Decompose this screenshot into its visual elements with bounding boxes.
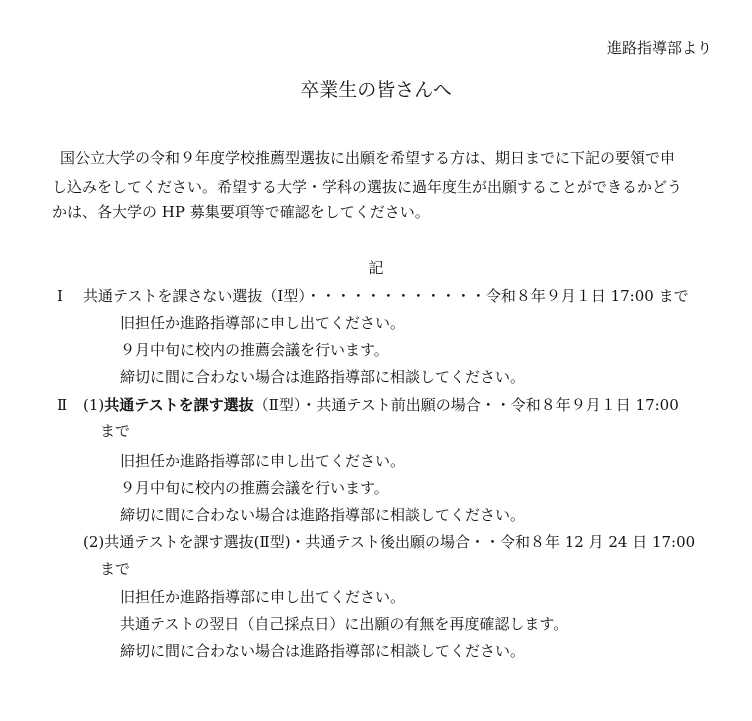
section-2-sub-1-rest: （Ⅱ型）・共通テスト前出願の場合・・令和８年９月１日 17:00 bbox=[253, 396, 679, 414]
section-2-sub-1-note-3: 締切に間に合わない場合は進路指導部に相談してください。 bbox=[120, 506, 526, 524]
ki-heading: 記 bbox=[368, 259, 384, 277]
sender-label: 進路指導部より bbox=[606, 39, 712, 57]
intro-line-2: し込みをしてください。希望する大学・学科の選抜に過年度生が出願することができるかどう bbox=[52, 178, 683, 196]
section-1-note-3: 締切に間に合わない場合は進路指導部に相談してください。 bbox=[120, 368, 526, 386]
section-2-sub-1-bold: 共通テストを課す選抜 bbox=[104, 396, 254, 414]
section-2-numeral: Ⅱ bbox=[57, 396, 68, 414]
section-2-sub-2-note-1: 旧担任か進路指導部に申し出てください。 bbox=[120, 588, 406, 606]
section-2-sub-1-note-1: 旧担任か進路指導部に申し出てください。 bbox=[120, 452, 406, 470]
intro-line-3: かは、各大学の HP 募集要項等で確認をしてください。 bbox=[52, 203, 430, 221]
section-2-sub-1-heading bbox=[83, 395, 679, 415]
section-2-sub-2-cont: まで bbox=[100, 560, 131, 578]
section-2-sub-2-note-2: 共通テストの翌日（自己採点日）に出願の有無を再度確認します。 bbox=[120, 615, 569, 633]
section-2-sub-1-note-2: ９月中旬に校内の推薦会議を行います。 bbox=[120, 479, 389, 497]
section-1-heading: 共通テストを課さない選抜（Ⅰ型）・・・・・・・・・・・・令和８年９月１日 17:00 まで bbox=[83, 287, 689, 305]
page-title: 卒業生の皆さんへ bbox=[300, 79, 452, 101]
section-1-note-1: 旧担任か進路指導部に申し出てください。 bbox=[120, 314, 406, 332]
section-2-sub-2-note-3: 締切に間に合わない場合は進路指導部に相談してください。 bbox=[120, 642, 526, 660]
section-2-sub-1-cont: まで bbox=[100, 422, 131, 440]
section-1-note-2: ９月中旬に校内の推薦会議を行います。 bbox=[120, 341, 389, 359]
section-1-numeral: Ⅰ bbox=[57, 287, 63, 305]
section-2-sub-2-heading: (2)共通テストを課す選抜(Ⅱ型)・共通テスト後出願の場合・・令和８年 12 月 24 日 17:00 bbox=[83, 533, 696, 551]
intro-line-1: 国公立大学の令和９年度学校推薦型選抜に出願を希望する方は、期日までに下記の要領で申 bbox=[60, 149, 676, 167]
section-2-sub-1-prefix: (1) bbox=[83, 396, 105, 414]
